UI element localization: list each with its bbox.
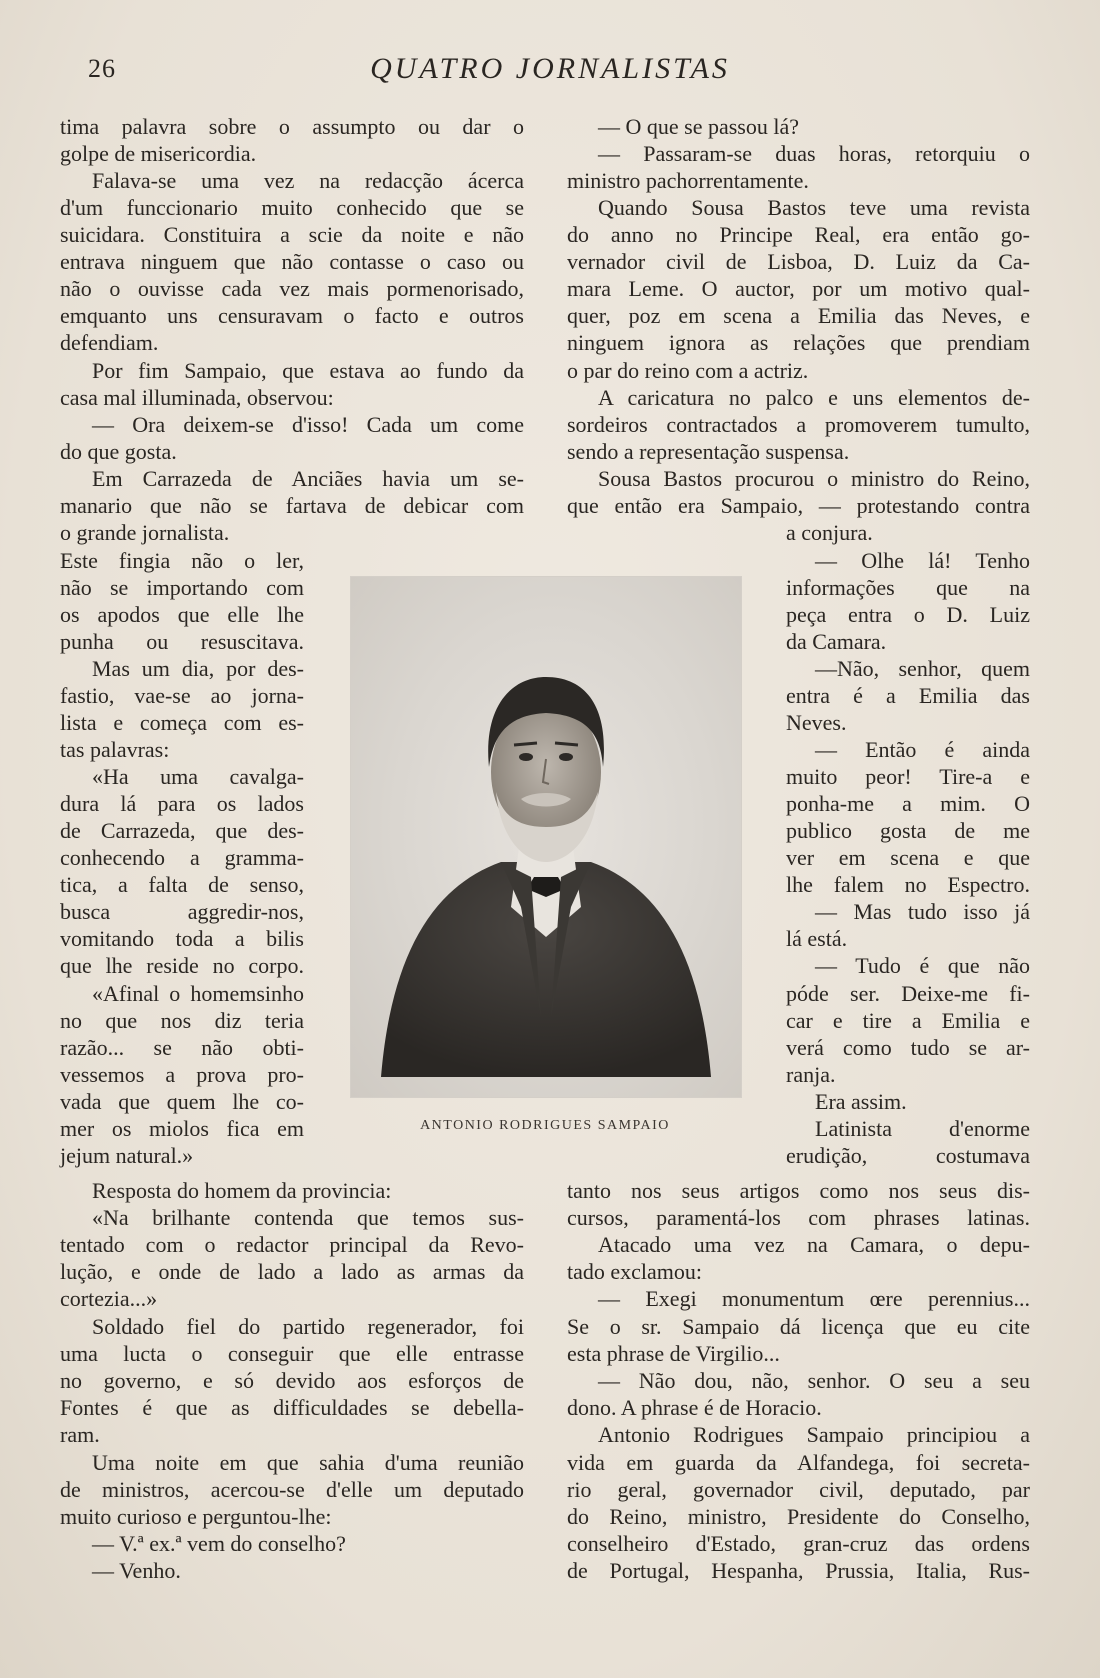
text-line: no que nos diz teria: [60, 1008, 304, 1033]
text-line: — Venho.: [92, 1558, 181, 1583]
text-line: de ministros, acercou-se d'elle um deputado: [60, 1477, 524, 1502]
text-line: ministro pachorrentamente.: [567, 168, 809, 193]
text-line: tas palavras:: [60, 737, 170, 762]
text-line: esta phrase de Virgilio...: [567, 1341, 780, 1366]
text-line: entrava ninguem que não contasse o caso ou: [60, 249, 524, 274]
text-line: — Tudo é que não: [815, 953, 1030, 978]
text-line: Resposta do homem da provincia:: [92, 1178, 392, 1203]
text-line: jejum natural.»: [60, 1143, 194, 1168]
text-line: mara Leme. O auctor, por um motivo qual-: [567, 276, 1030, 301]
text-line: do Reino, ministro, Presidente do Conselho,: [567, 1504, 1030, 1529]
text-line: A caricatura no palco e uns elementos de-: [598, 385, 1030, 410]
text-line: póde ser. Deixe-me fi-: [786, 981, 1030, 1006]
text-line: casa mal illuminada, observou:: [60, 385, 334, 410]
text-line: Se o sr. Sampaio dá licença que eu cite: [567, 1314, 1030, 1339]
text-line: publico gosta de me: [786, 818, 1030, 843]
text-line: lista e começa com es-: [60, 710, 304, 735]
text-line: entra é a Emilia das: [786, 683, 1030, 708]
text-line: dura lá para os lados: [60, 791, 304, 816]
page-number: 26: [88, 54, 116, 83]
text-line: ram.: [60, 1422, 100, 1447]
text-line: que lhe reside no corpo.: [60, 953, 304, 978]
text-line: de Portugal, Hespanha, Prussia, Italia, Rus-: [567, 1558, 1030, 1583]
text-line: conhecendo a gramma-: [60, 845, 304, 870]
text-line: muito peor! Tire-a e: [786, 764, 1030, 789]
text-line: dono. A phrase é de Horacio.: [567, 1395, 822, 1420]
text-line: — Olhe lá! Tenho: [815, 548, 1030, 573]
text-line: uma lucta o conseguir que elle entrasse: [60, 1341, 524, 1366]
text-line: —Não, senhor, quem: [815, 656, 1030, 681]
text-line: — O que se passou lá?: [598, 114, 800, 139]
figure-caption: ANTONIO RODRIGUES SAMPAIO: [420, 1118, 670, 1133]
text-line: emquanto uns censuravam o facto e outros: [60, 303, 524, 328]
text-line: Soldado fiel do partido regenerador, foi: [92, 1314, 524, 1339]
text-line: «Afinal o homemsinho: [92, 981, 304, 1006]
text-line: vida em guarda da Alfandega, foi secreta-: [567, 1450, 1030, 1475]
text-line: rio geral, governador civil, deputado, par: [567, 1477, 1030, 1502]
text-line: vernador civil de Lisboa, D. Luiz da Ca-: [567, 249, 1030, 274]
text-line: lução, e onde de lado a lado as armas da: [60, 1259, 524, 1284]
text-line: Este fingia não o ler,: [60, 548, 304, 573]
text-line: Neves.: [786, 710, 847, 735]
text-line: — Não dou, não, senhor. O seu a seu: [598, 1368, 1030, 1393]
text-line: ponha-me a mim. O: [786, 791, 1030, 816]
text-line: erudição, costumava: [786, 1143, 1030, 1168]
text-line: cursos, paramentá-los com phrases latinas.: [567, 1205, 1030, 1230]
text-line: razão... se não obti-: [60, 1035, 304, 1060]
text-line: Falava-se uma vez na redacção ácerca: [92, 168, 524, 193]
text-line: peça entra o D. Luiz: [786, 602, 1030, 627]
text-line: Quando Sousa Bastos teve uma revista: [598, 195, 1030, 220]
text-line: muito curioso e perguntou-lhe:: [60, 1504, 332, 1529]
text-line: — Passaram-se duas horas, retorquiu o: [598, 141, 1030, 166]
text-line: Fontes é que as difficuldades se debella-: [60, 1395, 524, 1420]
text-line: Era assim.: [815, 1089, 907, 1114]
text-line: quer, poz em scena a Emilia das Neves, e: [567, 303, 1030, 328]
text-line: punha ou resuscitava.: [60, 629, 304, 654]
text-line: Por fim Sampaio, que estava ao fundo da: [92, 358, 524, 383]
text-line: ranja.: [786, 1062, 836, 1087]
text-line: não se importando com: [60, 575, 304, 600]
text-line: não o ouvisse cada vez mais pormenorisado,: [60, 276, 524, 301]
text-line: do anno no Principe Real, era então go-: [567, 222, 1030, 247]
text-line: tanto nos seus artigos como nos seus dis-: [567, 1178, 1030, 1203]
text-line: de Carrazeda, que des-: [60, 818, 304, 843]
text-line: Latinista d'enorme: [815, 1116, 1030, 1141]
text-line: manario que não se fartava de debicar com: [60, 493, 524, 518]
text-line: cortezia...»: [60, 1286, 158, 1311]
text-line: vomitando toda a bilis: [60, 926, 304, 951]
text-line: verá como tudo se ar-: [786, 1035, 1030, 1060]
text-line: — Exegi monumentum œre perennius...: [598, 1286, 1030, 1311]
text-line: — Mas tudo isso já: [815, 899, 1030, 924]
text-line: do que gosta.: [60, 439, 177, 464]
text-line: tentado com o redactor principal da Revo-: [60, 1232, 524, 1257]
text-line: d'um funccionario muito conhecido que se: [60, 195, 524, 220]
text-line: — Então é ainda: [815, 737, 1030, 762]
text-line: o grande jornalista.: [60, 520, 230, 545]
text-line: «Na brilhante contenda que temos sus-: [92, 1205, 524, 1230]
text-line: Mas um dia, por des-: [92, 656, 304, 681]
text-line: car e tire a Emilia e: [786, 1008, 1030, 1033]
text-line: tima palavra sobre o assumpto ou dar o: [60, 114, 524, 139]
text-line: fastio, vae-se ao jorna-: [60, 683, 304, 708]
text-line: golpe de misericordia.: [60, 141, 257, 166]
text-line: a conjura.: [786, 520, 873, 545]
text-line: Atacado uma vez na Camara, o depu-: [598, 1232, 1030, 1257]
text-line: «Ha uma cavalga-: [92, 764, 304, 789]
portrait-illustration: [351, 577, 741, 1097]
text-line: Sousa Bastos procurou o ministro do Reino,: [598, 466, 1030, 491]
text-line: que então era Sampaio, — protestando contra: [567, 493, 1030, 518]
text-line: o par do reino com a actriz.: [567, 358, 809, 383]
text-line: sendo a representação suspensa.: [567, 439, 850, 464]
text-line: vada que quem lhe co-: [60, 1089, 304, 1114]
text-line: os apodos que elle lhe: [60, 602, 304, 627]
text-line: ver em scena e que: [786, 845, 1030, 870]
text-line: — V.ª ex.ª vem do conselho?: [92, 1531, 346, 1556]
text-line: mer os miolos fica em: [60, 1116, 304, 1141]
text-line: informações que na: [786, 575, 1030, 600]
portrait-photo: [350, 576, 742, 1098]
text-line: ninguem ignora as relações que prendiam: [567, 330, 1030, 355]
text-line: busca aggredir-nos,: [60, 899, 304, 924]
text-line: Uma noite em que sahia d'uma reunião: [92, 1450, 524, 1475]
text-line: conselheiro d'Estado, gran-cruz das ordens: [567, 1531, 1030, 1556]
text-line: vessemos a prova pro-: [60, 1062, 304, 1087]
text-line: lá está.: [786, 926, 848, 951]
text-line: no governo, e só devido aos esforços de: [60, 1368, 524, 1393]
text-line: defendiam.: [60, 330, 159, 355]
text-line: tica, a falta de senso,: [60, 872, 304, 897]
text-line: tado exclamou:: [567, 1259, 703, 1284]
text-line: da Camara.: [786, 629, 887, 654]
text-line: sordeiros contractados a promoverem tumulto,: [567, 412, 1030, 437]
text-line: — Ora deixem-se d'isso! Cada um come: [92, 412, 524, 437]
text-line: lhe falem no Espectro.: [786, 872, 1030, 897]
text-line: suicidara. Constituira a scie da noite e não: [60, 222, 524, 247]
text-line: Em Carrazeda de Anciães havia um se-: [92, 466, 524, 491]
text-line: Antonio Rodrigues Sampaio principiou a: [598, 1422, 1030, 1447]
running-title: QUATRO JORNALISTAS: [370, 52, 730, 85]
